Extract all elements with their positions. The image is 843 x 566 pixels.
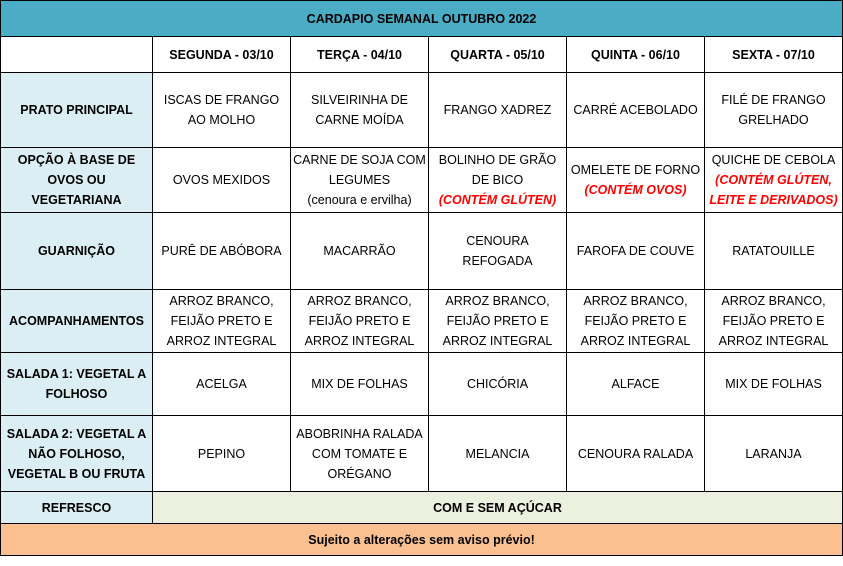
menu-cell: FAROFA DE COUVE bbox=[567, 213, 705, 290]
table-row bbox=[1, 148, 843, 213]
table-row bbox=[1, 353, 843, 416]
menu-cell bbox=[153, 148, 291, 213]
row-label-refresco: REFRESCO bbox=[1, 492, 153, 524]
menu-cell: MACARRÃO bbox=[291, 213, 429, 290]
allergen-warning: (CONTÉM GLÚTEN) bbox=[438, 193, 557, 207]
menu-cell: MIX DE FOLHAS bbox=[705, 353, 843, 416]
menu-cell: FILÉ DE FRANGO GRELHADO bbox=[705, 73, 843, 148]
row-label-prato-principal: PRATO PRINCIPAL bbox=[1, 73, 153, 148]
menu-cell: CENOURA REFOGADA bbox=[429, 213, 567, 290]
day-header-thursday: QUINTA - 06/10 bbox=[567, 37, 705, 73]
menu-cell: FRANGO XADREZ bbox=[429, 73, 567, 148]
menu-cell: ACELGA bbox=[153, 353, 291, 416]
menu-cell: PURÊ DE ABÓBORA bbox=[153, 213, 291, 290]
menu-cell: CHICÓRIA bbox=[429, 353, 567, 416]
cell-text: OVOS MEXIDOS bbox=[172, 173, 271, 187]
menu-cell: ARROZ BRANCO, FEIJÃO PRETO E ARROZ INTEGRAL bbox=[429, 290, 567, 353]
menu-cell: MELANCIA bbox=[429, 416, 567, 492]
allergen-warning: (CONTÉM GLÚTEN, LEITE E DERIVADOS) bbox=[709, 173, 838, 207]
refresco-value: COM E SEM AÇÚCAR bbox=[153, 492, 843, 524]
cell-note: (cenoura e ervilha) bbox=[307, 193, 412, 207]
table-row bbox=[1, 492, 843, 524]
menu-cell: LARANJA bbox=[705, 416, 843, 492]
menu-cell bbox=[705, 148, 843, 213]
day-header-wednesday: QUARTA - 05/10 bbox=[429, 37, 567, 73]
menu-cell bbox=[429, 148, 567, 213]
row-label-guarnicao: GUARNIÇÃO bbox=[1, 213, 153, 290]
day-header-monday: SEGUNDA - 03/10 bbox=[153, 37, 291, 73]
cell-text: CARNE DE SOJA COM LEGUMES bbox=[293, 153, 426, 187]
cell-text: OMELETE DE FORNO bbox=[570, 163, 701, 177]
row-label-acompanhamentos: ACOMPANHAMENTOS bbox=[1, 290, 153, 353]
corner-cell bbox=[1, 37, 153, 73]
menu-cell: ARROZ BRANCO, FEIJÃO PRETO E ARROZ INTEGRAL bbox=[153, 290, 291, 353]
menu-cell: ABOBRINHA RALADA COM TOMATE E ORÉGANO bbox=[291, 416, 429, 492]
table-row bbox=[1, 290, 843, 353]
day-header-friday: SEXTA - 07/10 bbox=[705, 37, 843, 73]
menu-cell: ARROZ BRANCO, FEIJÃO PRETO E ARROZ INTEGRAL bbox=[705, 290, 843, 353]
menu-cell: ARROZ BRANCO, FEIJÃO PRETO E ARROZ INTEGRAL bbox=[291, 290, 429, 353]
menu-cell: CARRÉ ACEBOLADO bbox=[567, 73, 705, 148]
menu-cell: PEPINO bbox=[153, 416, 291, 492]
row-label-opcao-vegetariana: OPÇÃO À BASE DE OVOS OU VEGETARIANA bbox=[1, 148, 153, 213]
menu-title: CARDAPIO SEMANAL OUTUBRO 2022 bbox=[1, 1, 843, 37]
table-row bbox=[1, 73, 843, 148]
menu-cell: ALFACE bbox=[567, 353, 705, 416]
menu-cell: RATATOUILLE bbox=[705, 213, 843, 290]
row-label-salada-1: SALADA 1: VEGETAL A FOLHOSO bbox=[1, 353, 153, 416]
footer-notice: Sujeito a alterações sem aviso prévio! bbox=[1, 524, 843, 556]
menu-cell bbox=[567, 148, 705, 213]
menu-cell: ISCAS DE FRANGO AO MOLHO bbox=[153, 73, 291, 148]
menu-cell: SILVEIRINHA DE CARNE MOÍDA bbox=[291, 73, 429, 148]
table-row bbox=[1, 213, 843, 290]
allergen-warning: (CONTÉM OVOS) bbox=[584, 183, 687, 197]
cell-text: QUICHE DE CEBOLA bbox=[711, 153, 836, 167]
menu-cell: MIX DE FOLHAS bbox=[291, 353, 429, 416]
table-row bbox=[1, 416, 843, 492]
menu-cell: CENOURA RALADA bbox=[567, 416, 705, 492]
day-header-tuesday: TERÇA - 04/10 bbox=[291, 37, 429, 73]
cell-text: BOLINHO DE GRÃO DE BICO bbox=[438, 153, 557, 187]
menu-cell bbox=[291, 148, 429, 213]
menu-cell: ARROZ BRANCO, FEIJÃO PRETO E ARROZ INTEGRAL bbox=[567, 290, 705, 353]
row-label-salada-2: SALADA 2: VEGETAL A NÃO FOLHOSO, VEGETAL B OU FRUTA bbox=[1, 416, 153, 492]
